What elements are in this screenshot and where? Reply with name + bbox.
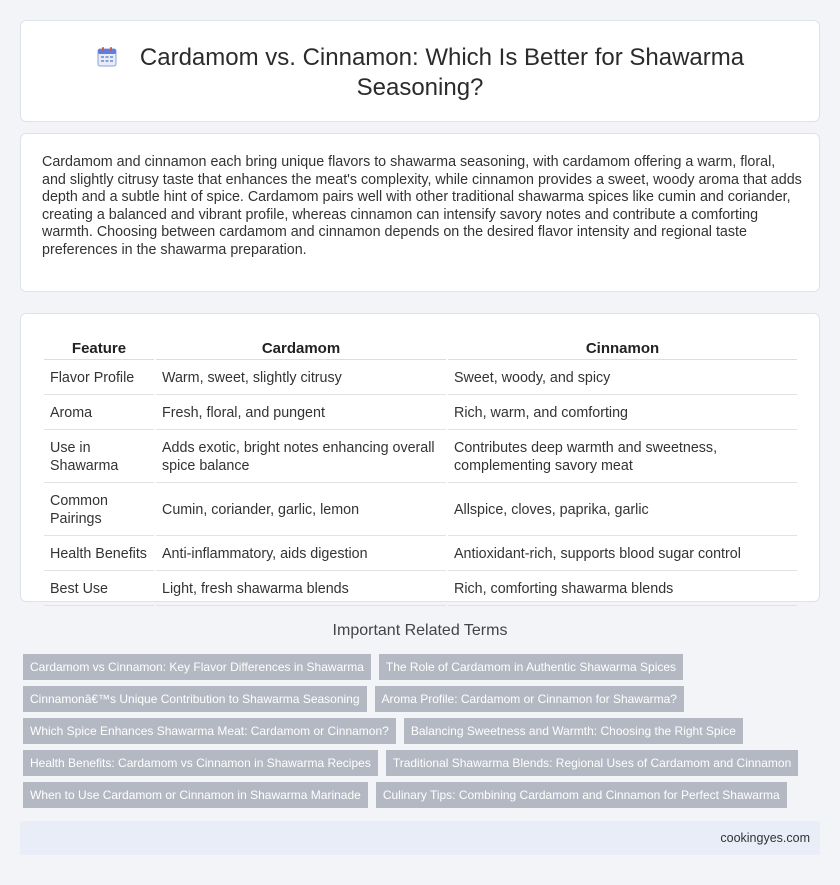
- header-cardamom: Cardamom: [156, 336, 446, 360]
- cell-cardamom: Warm, sweet, slightly citrusy: [156, 362, 446, 395]
- table-header-row: [44, 336, 797, 360]
- related-terms-title: Important Related Terms: [332, 622, 508, 639]
- comparison-table: [42, 334, 799, 608]
- header-card: [20, 20, 820, 122]
- related-term-link[interactable]: Culinary Tips: Combining Cardamom and Cinnamon for Perfect Shawarma: [376, 782, 787, 808]
- footer: [20, 821, 820, 855]
- intro-paragraph: Cardamom and cinnamon each bring unique flavors to shawarma seasoning, with cardamom offering a warm, floral, and slightly citrusy taste that enhances the meat's complexity, while cinnamon provides a sweet, woody aroma that adds depth and a subtle hint of spice. Cardamom pairs well with other traditional shawarma spices like cumin and coriander, creating a balanced and vibrant profile, whereas cinnamon can intensify savory notes and contribute a comforting warmth. Choosing between cardamom and cinnamon depends on the desired flavor intensity and regional taste preferences in the shawarma preparation.: [42, 154, 802, 258]
- cell-feature: Best Use: [44, 573, 154, 606]
- related-terms-list: [23, 654, 803, 808]
- table-row: [44, 538, 797, 571]
- cell-cinnamon: Antioxidant-rich, supports blood sugar control: [448, 538, 797, 571]
- cell-cinnamon: Sweet, woody, and spicy: [448, 362, 797, 395]
- related-term-link[interactable]: When to Use Cardamom or Cinnamon in Shawarma Marinade: [23, 782, 368, 808]
- table-row: [44, 362, 797, 395]
- cell-cinnamon: Allspice, cloves, paprika, garlic: [448, 485, 797, 536]
- page-title: Cardamom vs. Cinnamon: Which Is Better for Shawarma Seasoning?: [139, 44, 745, 101]
- table-row: [44, 432, 797, 483]
- cell-cardamom: Fresh, floral, and pungent: [156, 397, 446, 430]
- cell-cinnamon: Rich, warm, and comforting: [448, 397, 797, 430]
- related-term-link[interactable]: Aroma Profile: Cardamom or Cinnamon for Shawarma?: [375, 686, 684, 712]
- cell-cardamom: Cumin, coriander, garlic, lemon: [156, 485, 446, 536]
- table-row: [44, 485, 797, 536]
- cell-feature: Flavor Profile: [44, 362, 154, 395]
- header-cinnamon: Cinnamon: [448, 336, 797, 360]
- page-title-wrap: [21, 43, 819, 103]
- intro-card: [20, 133, 820, 292]
- calendar-icon: [96, 46, 118, 68]
- related-term-link[interactable]: The Role of Cardamom in Authentic Shawarma Spices: [379, 654, 683, 680]
- cell-cinnamon: Contributes deep warmth and sweetness, complementing savory meat: [448, 432, 797, 483]
- table-row: [44, 397, 797, 430]
- cell-cardamom: Light, fresh shawarma blends: [156, 573, 446, 606]
- cell-cardamom: Adds exotic, bright notes enhancing overall spice balance: [156, 432, 446, 483]
- comparison-card: [20, 313, 820, 602]
- related-term-link[interactable]: Balancing Sweetness and Warmth: Choosing the Right Spice: [404, 718, 743, 744]
- related-term-link[interactable]: Cardamom vs Cinnamon: Key Flavor Differences in Shawarma: [23, 654, 371, 680]
- footer-site-name: cookingyes.com: [720, 831, 810, 845]
- cell-feature: Common Pairings: [44, 485, 154, 536]
- related-term-link[interactable]: Health Benefits: Cardamom vs Cinnamon in Shawarma Recipes: [23, 750, 378, 776]
- cell-feature: Aroma: [44, 397, 154, 430]
- table-row: [44, 573, 797, 606]
- cell-feature: Use in Shawarma: [44, 432, 154, 483]
- related-term-link[interactable]: Which Spice Enhances Shawarma Meat: Cardamom or Cinnamon?: [23, 718, 396, 744]
- cell-cardamom: Anti-inflammatory, aids digestion: [156, 538, 446, 571]
- cell-feature: Health Benefits: [44, 538, 154, 571]
- cell-cinnamon: Rich, comforting shawarma blends: [448, 573, 797, 606]
- related-term-link[interactable]: Traditional Shawarma Blends: Regional Uses of Cardamom and Cinnamon: [386, 750, 798, 776]
- related-term-link[interactable]: Cinnamonâ€™s Unique Contribution to Shawarma Seasoning: [23, 686, 367, 712]
- header-feature: Feature: [44, 336, 154, 360]
